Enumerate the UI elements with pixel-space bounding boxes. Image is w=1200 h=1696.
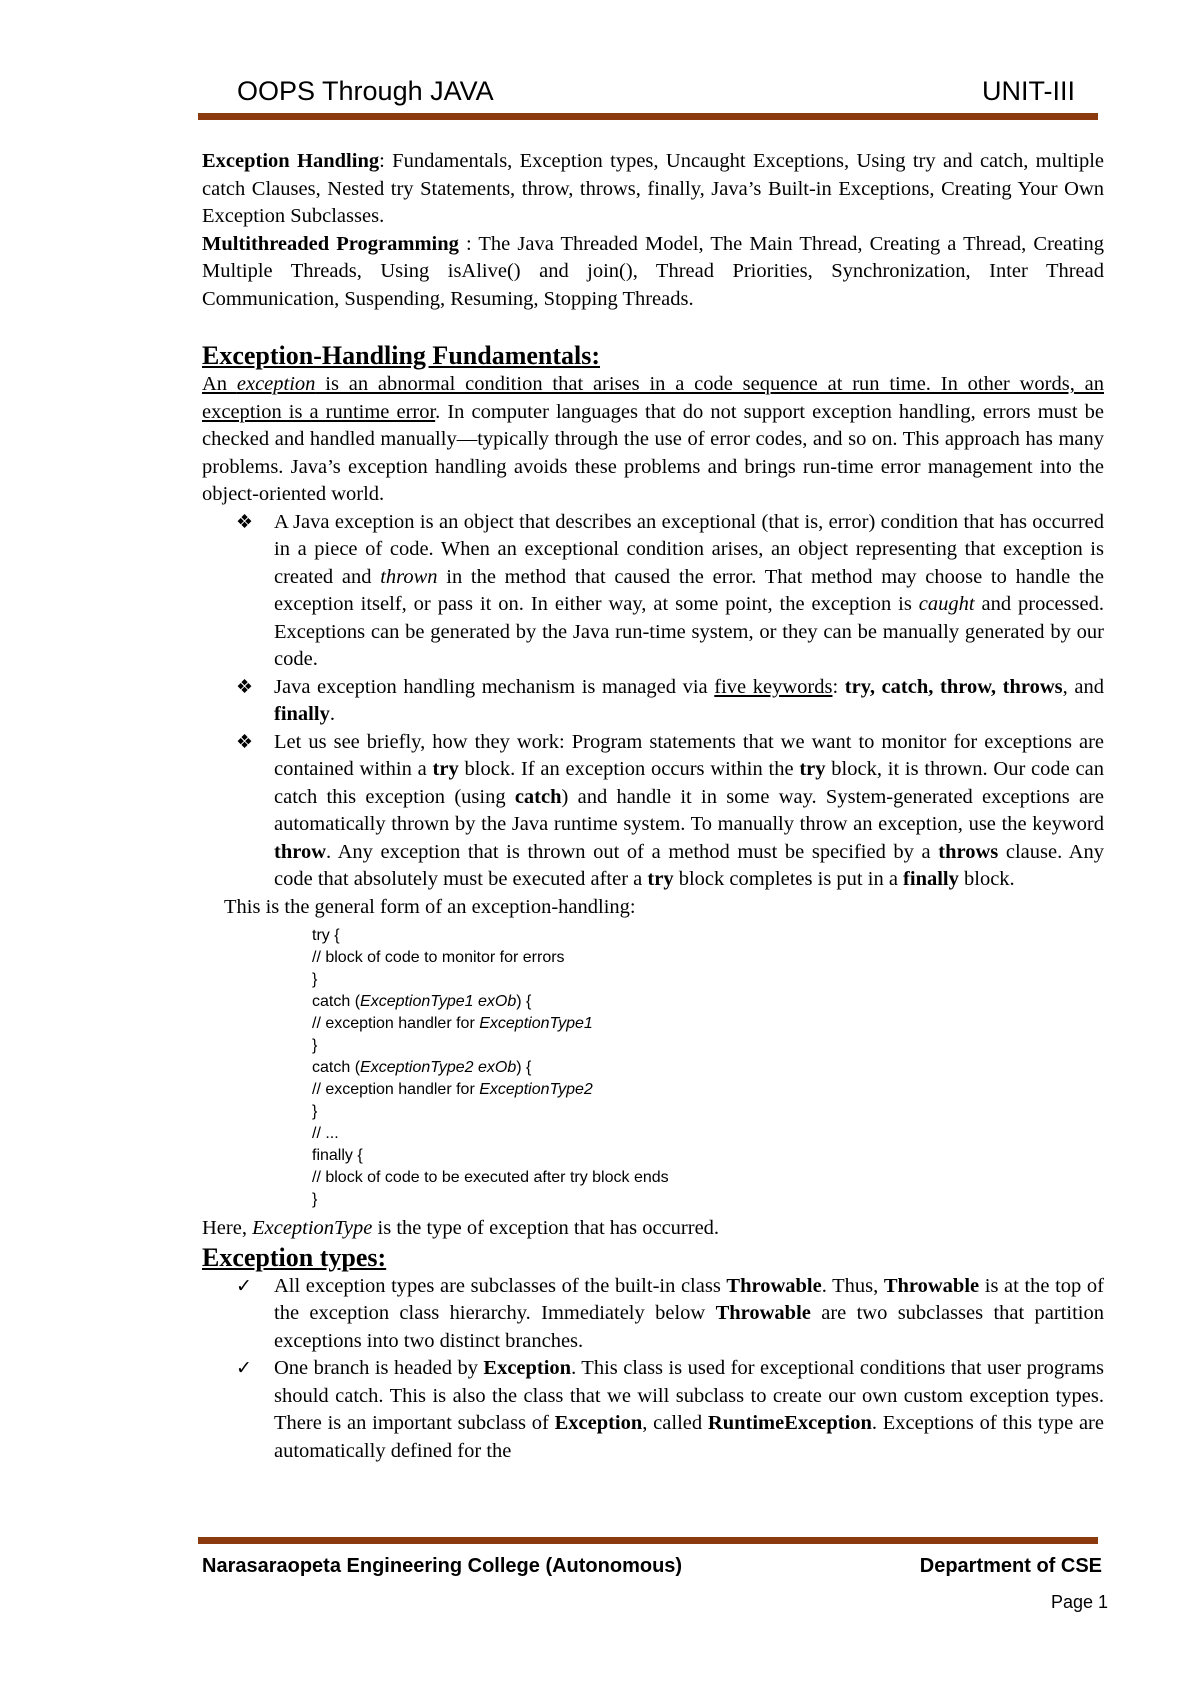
- fundamentals-heading: Exception-Handling Fundamentals:: [202, 341, 601, 370]
- list-item: ❖ Let us see briefly, how they work: Program statements that we want to monitor for exceptions are contained within a try block. If an exception occurs within the try block, it is thrown. Our code can catch this exception (using catch) and handle it in some way. System-generated exceptions are automatically thrown by the Java runtime system. To manually throw an exception, use the keyword throw. Any exception that is thrown out of a method must be specified by a throws clause. Any code that absolutely must be executed after a try block completes is put in a finally block.: [236, 730, 1104, 890]
- list-item: ❖ Java exception handling mechanism is managed via five keywords: try, catch, throw, throws, and finally.: [236, 675, 1104, 725]
- syllabus-exception: Exception Handling: Fundamentals, Exception types, Uncaught Exceptions, Using try and catch, multiple catch Clauses, Nested try Statements, throw, throws, finally, Java’s Built-in Exceptions, Creating Your Own Exception Subclasses.: [202, 150, 1104, 227]
- page-body: [202, 148, 1104, 1465]
- fundamentals-intro: An exception is an abnormal condition that arises in a code sequence at run time. In other words, an exception is a runtime error. In computer languages that do not support exception handling, errors must be checked and handled manually—typically through the use of error codes, and so on. This approach has many problems. Java’s exception handling avoids these problems and brings run-time error management into the object-oriented world.: [202, 373, 1104, 505]
- header-unit: UNIT-III: [982, 76, 1075, 106]
- types-list: [202, 1273, 1104, 1466]
- check-bullet-icon: ✓: [236, 1358, 252, 1379]
- list-item: ✓ One branch is headed by Exception. This class is used for exceptional conditions that user programs should catch. This is also the class that we will subclass to create our own custom exception types. There is an important subclass of Exception, called RuntimeException. Exceptions of this type are automatically defined for the: [236, 1357, 1104, 1462]
- code-block: try { // block of code to monitor for errors } catch (ExceptionType1 exOb) { // exception handler for ExceptionType1 } catch (ExceptionType2 exOb) { // exception handler for ExceptionType2 } // ... finally { // block of code to be executed after try block ends }: [312, 927, 669, 1208]
- exception-type-note: Here, ExceptionType is the type of exception that has occurred.: [202, 1217, 720, 1239]
- footer-rule: [198, 1537, 1098, 1544]
- general-form-label: This is the general form of an exception-handling:: [224, 895, 636, 918]
- header-rule: [198, 113, 1098, 120]
- footer-dept: Department of CSE: [919, 1555, 1102, 1577]
- page-number: Page 1: [1050, 1592, 1108, 1612]
- page-header: [215, 72, 1075, 112]
- diamond-bullet-icon: ❖: [236, 731, 254, 753]
- syllabus-multithread: Multithreaded Programming : The Java Threaded Model, The Main Thread, Creating a Thread, Creating Multiple Threads, Using isAlive() and join(), Thread Priorities, Synchronization, Inter Thread Communication, Suspending, Resuming, Stopping Threads.: [202, 232, 1104, 310]
- diamond-bullet-icon: ❖: [236, 676, 254, 698]
- list-item: ✓ All exception types are subclasses of the built-in class Throwable. Thus, Throwable is at the top of the exception class hierarchy. Immediately below Throwable are two subclasses that partition exceptions into two distinct branches.: [236, 1274, 1104, 1352]
- types-heading: Exception types:: [202, 1242, 387, 1272]
- check-bullet-icon: ✓: [236, 1275, 252, 1297]
- footer-college: Narasaraopeta Engineering College (Autonomous): [202, 1555, 683, 1577]
- list-item: ❖ A Java exception is an object that describes an exceptional (that is, error) condition that has occurred in a piece of code. When an exceptional condition arises, an object representing that exception is created and thrown in the method that caused the error. That method may choose to handle the exception itself, or pass it on. In either way, at some point, the exception is caught and processed. Exceptions can be generated by the Java run-time system, or they can be manually generated by our code.: [236, 510, 1104, 670]
- diamond-bullet-icon: ❖: [236, 511, 254, 533]
- fundamentals-list: [202, 509, 1104, 894]
- header-title: OOPS Through JAVA: [237, 76, 494, 106]
